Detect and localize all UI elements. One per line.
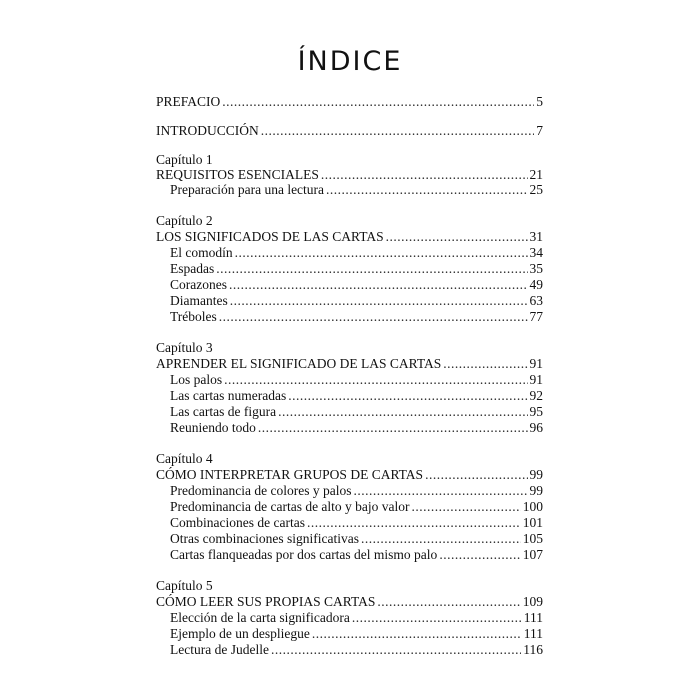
dot-leader	[258, 420, 528, 436]
toc-entry-prefacio	[156, 94, 543, 110]
entry-title: Predominancia de cartas de alto y bajo valor	[170, 499, 410, 514]
dot-leader	[271, 642, 521, 658]
toc-entry-section	[170, 245, 543, 261]
chapter-label: Capítulo 3	[156, 340, 213, 355]
entry-page: 95	[529, 404, 543, 419]
entry-page: 63	[529, 293, 543, 308]
entry-title: Diamantes	[170, 293, 228, 308]
toc-entry-section	[170, 293, 543, 309]
dot-leader	[222, 94, 534, 110]
entry-title: Preparación para una lectura	[170, 182, 325, 197]
entry-page: 101	[522, 515, 543, 530]
entry-page: 21	[529, 167, 543, 182]
toc-entry-section	[170, 404, 543, 420]
entry-page: 34	[529, 245, 543, 260]
dot-leader	[361, 531, 521, 547]
entry-title: Otras combinaciones significativas	[170, 531, 359, 546]
dot-leader	[321, 167, 528, 183]
entry-title: El comodín	[170, 245, 233, 260]
entry-title: LOS SIGNIFICADOS DE LAS CARTAS	[156, 229, 384, 244]
dot-leader	[224, 372, 527, 388]
entry-title: Espadas	[170, 261, 215, 276]
toc-entry-section	[170, 372, 543, 388]
entry-page: 91	[529, 356, 543, 371]
entry-title: PREFACIO	[156, 94, 221, 109]
chapter-label: Capítulo 5	[156, 578, 213, 593]
dot-leader	[219, 309, 528, 325]
entry-page: 77	[529, 309, 543, 324]
entry-title: CÓMO INTERPRETAR GRUPOS DE CARTAS	[156, 467, 424, 482]
entry-page: 111	[523, 610, 543, 625]
toc-entry-chapter	[156, 467, 543, 483]
dot-leader	[307, 515, 521, 531]
entry-page: 5	[536, 94, 543, 109]
toc-entry-section	[170, 547, 543, 563]
entry-title: Lectura de Judelle	[170, 642, 269, 657]
dot-leader	[288, 388, 527, 404]
entry-page: 109	[522, 594, 543, 609]
dot-leader	[352, 610, 522, 626]
entry-title: Tréboles	[170, 309, 217, 324]
dot-leader	[443, 356, 527, 372]
entry-title: REQUISITOS ESENCIALES	[156, 167, 319, 182]
toc-entry-section	[170, 420, 543, 436]
entry-page: 25	[529, 182, 543, 197]
toc-entry-introduccion	[156, 123, 543, 139]
toc-entry-chapter	[156, 356, 543, 372]
toc-entry-section	[170, 499, 543, 515]
entry-page: 49	[529, 277, 543, 292]
entry-page: 31	[529, 229, 543, 244]
entry-title: Las cartas de figura	[170, 404, 277, 419]
entry-page: 35	[529, 261, 543, 276]
toc-entry-section	[170, 261, 543, 277]
dot-leader	[353, 483, 527, 499]
toc-entry-section	[170, 309, 543, 325]
entry-title: Cartas flanqueadas por dos cartas del mismo palo	[170, 547, 438, 562]
page-title: ÍNDICE	[297, 46, 403, 77]
toc-entry-section	[170, 610, 543, 626]
entry-page: 107	[522, 547, 543, 562]
entry-page: 99	[529, 483, 543, 498]
entry-page: 92	[529, 388, 543, 403]
toc-entry-section	[170, 642, 543, 658]
entry-title: Elección de la carta significadora	[170, 610, 350, 625]
toc-entry-chapter	[156, 167, 543, 183]
dot-leader	[230, 293, 528, 309]
entry-page: 111	[523, 626, 543, 641]
dot-leader	[229, 277, 528, 293]
entry-page: 100	[522, 499, 543, 514]
entry-title: INTRODUCCIÓN	[156, 123, 259, 138]
entry-page: 105	[522, 531, 543, 546]
dot-leader	[386, 229, 528, 245]
toc-entry-section	[170, 182, 543, 198]
dot-leader	[377, 594, 520, 610]
toc-entry-section	[170, 626, 543, 642]
entry-page: 99	[529, 467, 543, 482]
toc-entry-section	[170, 515, 543, 531]
dot-leader	[439, 547, 520, 563]
entry-title: Las cartas numeradas	[170, 388, 287, 403]
entry-page: 7	[536, 123, 543, 138]
dot-leader	[425, 467, 527, 483]
entry-title: Los palos	[170, 372, 223, 387]
entry-title: Corazones	[170, 277, 227, 292]
toc-entry-chapter	[156, 229, 543, 245]
toc-entry-section	[170, 388, 543, 404]
entry-title: Reuniendo todo	[170, 420, 256, 435]
toc-entry-section	[170, 277, 543, 293]
chapter-label: Capítulo 4	[156, 451, 213, 466]
dot-leader	[235, 245, 528, 261]
dot-leader	[412, 499, 521, 515]
entry-page: 116	[523, 642, 543, 657]
entry-page: 91	[529, 372, 543, 387]
entry-title: Predominancia de colores y palos	[170, 483, 352, 498]
entry-title: APRENDER EL SIGNIFICADO DE LAS CARTAS	[156, 356, 442, 371]
entry-title: Ejemplo de un despliegue	[170, 626, 310, 641]
chapter-label: Capítulo 1	[156, 152, 213, 167]
toc-entry-chapter	[156, 594, 543, 610]
dot-leader	[326, 182, 527, 198]
entry-title: Combinaciones de cartas	[170, 515, 305, 530]
dot-leader	[278, 404, 527, 420]
dot-leader	[312, 626, 522, 642]
dot-leader	[216, 261, 527, 277]
toc-entry-section	[170, 483, 543, 499]
chapter-label: Capítulo 2	[156, 213, 213, 228]
entry-title: CÓMO LEER SUS PROPIAS CARTAS	[156, 594, 376, 609]
entry-page: 96	[529, 420, 543, 435]
toc-entry-section	[170, 531, 543, 547]
dot-leader	[261, 123, 535, 139]
